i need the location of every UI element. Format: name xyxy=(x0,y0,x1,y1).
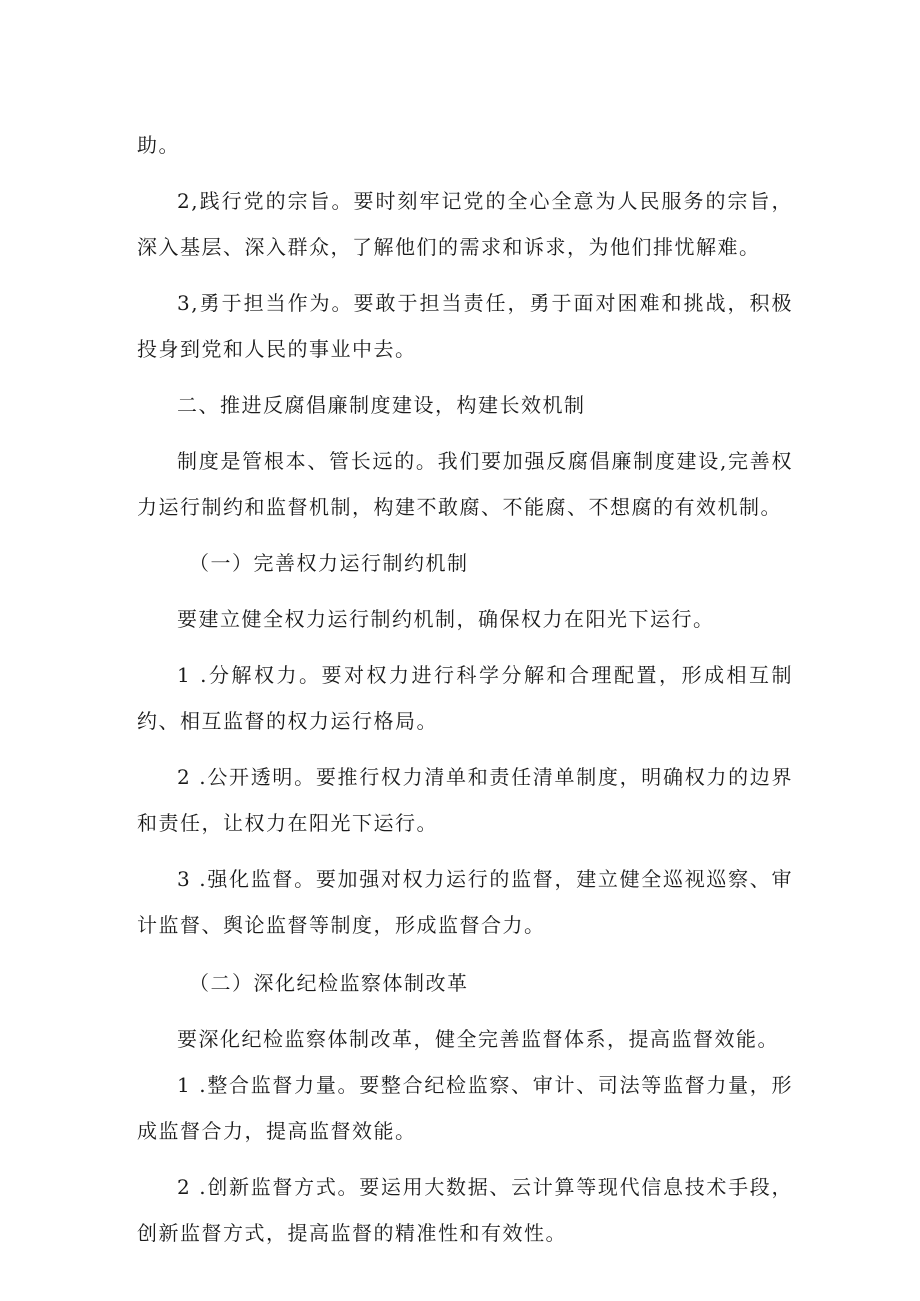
subsection-heading-2: （二）深化纪检监察体制改革 xyxy=(189,971,469,995)
paragraph-subsection-1-intro: 要建立健全权力运行制约机制，确保权力在阳光下运行。 xyxy=(177,607,715,631)
paragraph-subsection-2-intro: 要深化纪检监察体制改革，健全完善监督体系，提高监督效能。 xyxy=(177,1027,779,1051)
section-heading-2: 二、推进反腐倡廉制度建设，构建长效机制 xyxy=(177,393,586,417)
paragraph-continuation: 助。 xyxy=(137,133,180,157)
subsection-heading-1: （一）完善权力运行制约机制 xyxy=(189,551,469,575)
paragraph-item-3-take-responsibility: 3,勇于担当作为。要敢于担当责任，勇于面对困难和挑战，积极投身到党和人民的事业中去。 xyxy=(137,291,793,361)
paragraph-item-1-integrate-forces: 1 .整合监督力量。要整合纪检监察、审计、司法等监督力量，形成监督合力，提高监督效能。 xyxy=(137,1073,793,1143)
paragraph-item-2-innovate-methods: 2 .创新监督方式。要运用大数据、云计算等现代信息技术手段，创新监督方式，提高监督的精准性和有效性。 xyxy=(137,1175,793,1245)
paragraph-item-2-transparency: 2 .公开透明。要推行权力清单和责任清单制度，明确权力的边界和责任，让权力在阳光下运行。 xyxy=(137,765,793,835)
paragraph-section-intro: 制度是管根本、管长远的。我们要加强反腐倡廉制度建设,完善权力运行制约和监督机制，构建不敢腐、不能腐、不想腐的有效机制。 xyxy=(137,449,793,519)
paragraph-item-2-practice-purpose: 2,践行党的宗旨。要时刻牢记党的全心全意为人民服务的宗旨，深入基层、深入群众，了解他们的需求和诉求，为他们排忧解难。 xyxy=(137,189,793,259)
paragraph-item-1-divide-power: 1 .分解权力。要对权力进行科学分解和合理配置，形成相互制约、相互监督的权力运行格局。 xyxy=(137,663,793,733)
paragraph-item-3-supervision: 3 .强化监督。要加强对权力运行的监督，建立健全巡视巡察、审计监督、舆论监督等制度，形成监督合力。 xyxy=(137,867,793,937)
document-body xyxy=(137,122,793,1256)
